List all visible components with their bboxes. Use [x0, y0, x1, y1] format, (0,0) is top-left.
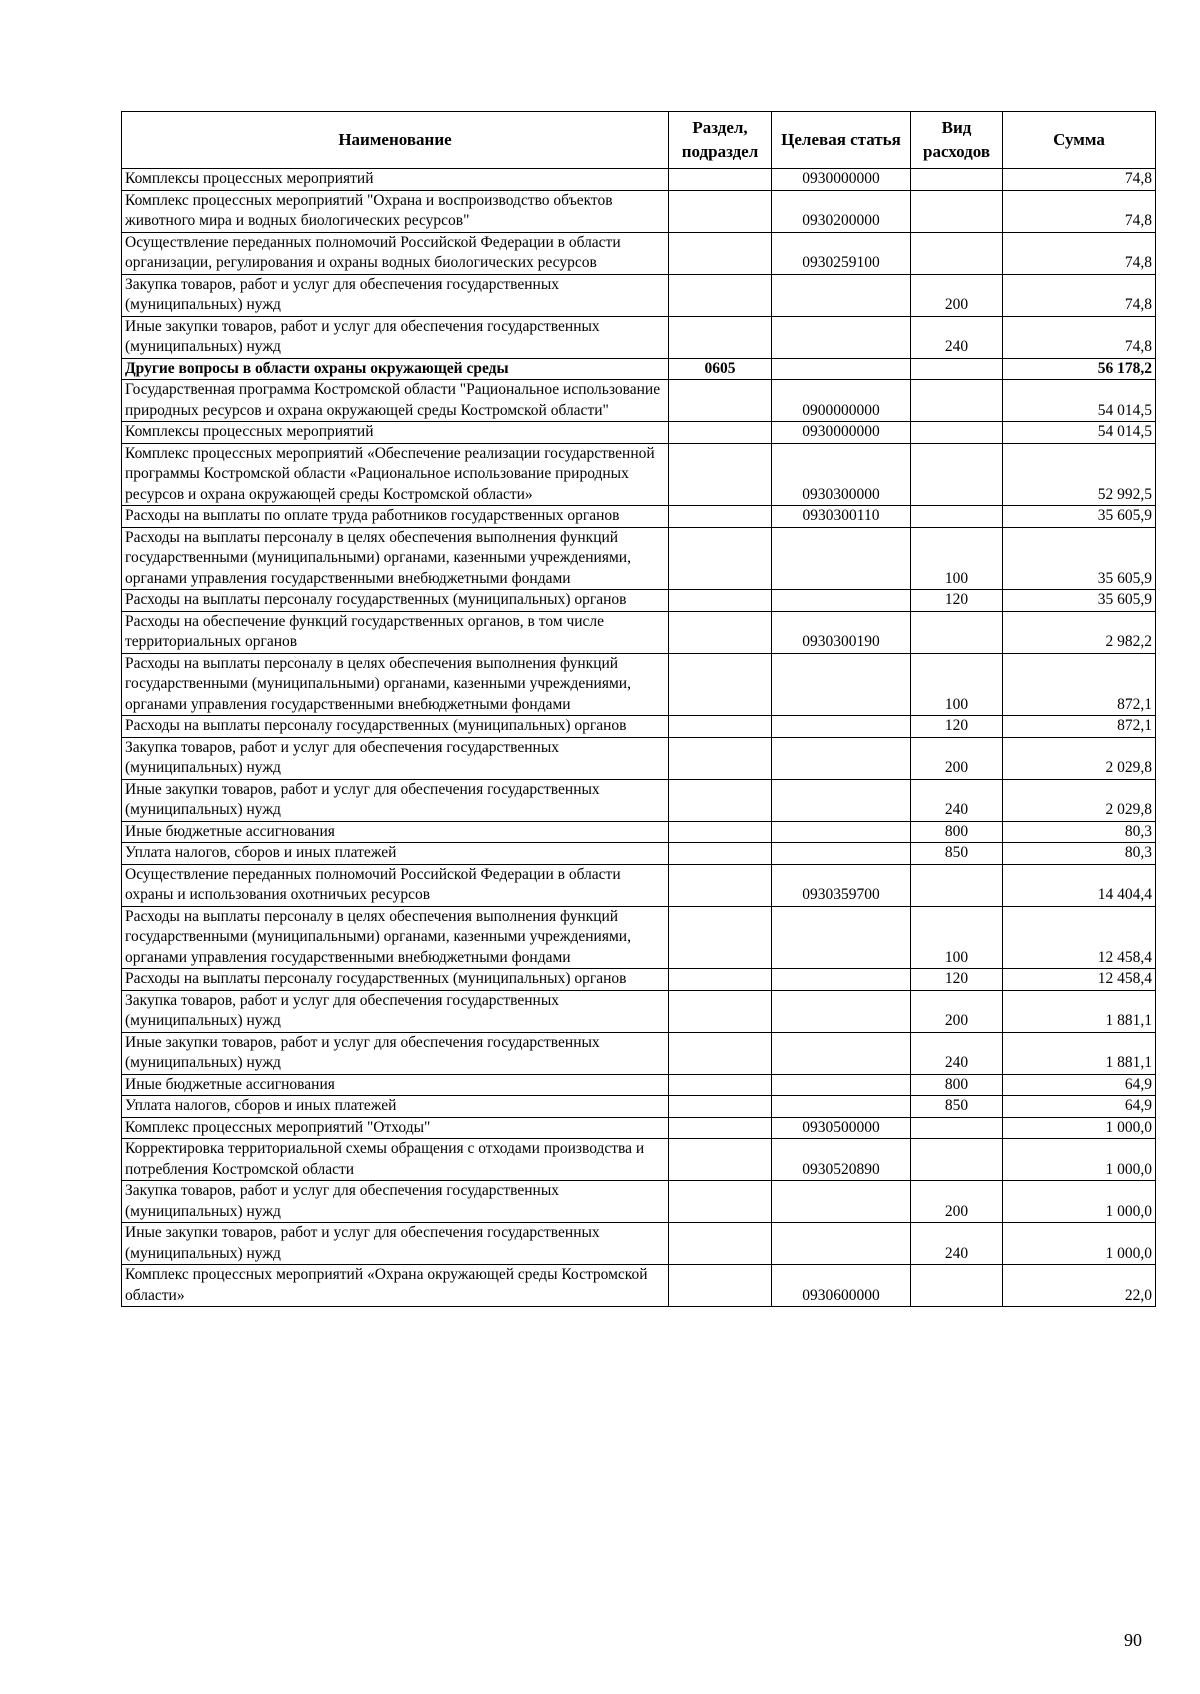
cell-target: 0930000000 [772, 422, 911, 444]
cell-target [772, 1096, 911, 1118]
cell-target [772, 1181, 911, 1223]
cell-target: 0930500000 [772, 1117, 911, 1139]
cell-sum: 52 992,5 [1003, 443, 1156, 506]
cell-target [772, 821, 911, 843]
cell-sum: 56 178,2 [1003, 358, 1156, 380]
cell-target [772, 737, 911, 779]
cell-target [772, 779, 911, 821]
cell-name: Закупка товаров, работ и услуг для обеспечения государственных (муниципальных) нужд [122, 274, 669, 316]
cell-target: 0930000000 [772, 169, 911, 191]
cell-name: Комплексы процессных мероприятий [122, 169, 669, 191]
cell-sum: 872,1 [1003, 653, 1156, 716]
cell-name: Расходы на выплаты персоналу государственных (муниципальных) органов [122, 969, 669, 991]
cell-expense: 100 [911, 527, 1003, 590]
cell-section [669, 1117, 772, 1139]
cell-expense: 800 [911, 1074, 1003, 1096]
cell-section [669, 1265, 772, 1307]
cell-sum: 74,8 [1003, 316, 1156, 358]
table-row [122, 821, 1156, 843]
cell-sum: 12 458,4 [1003, 906, 1156, 969]
table-row [122, 232, 1156, 274]
cell-name: Расходы на выплаты персоналу государственных (муниципальных) органов [122, 590, 669, 612]
cell-name: Комплекс процессных мероприятий "Отходы" [122, 1117, 669, 1139]
cell-target: 0930200000 [772, 190, 911, 232]
cell-sum: 64,9 [1003, 1074, 1156, 1096]
cell-target [772, 653, 911, 716]
header-expense: Вид расходов [911, 112, 1003, 169]
table-row [122, 779, 1156, 821]
cell-section [669, 169, 772, 191]
cell-section [669, 443, 772, 506]
cell-name: Корректировка территориальной схемы обращения с отходами производства и потребления Костромской области [122, 1139, 669, 1181]
cell-section [669, 1096, 772, 1118]
table-row [122, 380, 1156, 422]
cell-name: Расходы на выплаты персоналу в целях обеспечения выполнения функций государственными (муниципальными) органами, казенными учреждениями, органами управления государственными внебюджетными фондами [122, 527, 669, 590]
table-row [122, 1117, 1156, 1139]
table-row [122, 1223, 1156, 1265]
table-body [122, 169, 1156, 1307]
cell-sum: 74,8 [1003, 232, 1156, 274]
cell-section [669, 590, 772, 612]
cell-sum: 14 404,4 [1003, 864, 1156, 906]
cell-sum: 1 000,0 [1003, 1117, 1156, 1139]
cell-expense [911, 1117, 1003, 1139]
cell-target: 0930259100 [772, 232, 911, 274]
table-row [122, 737, 1156, 779]
cell-expense: 120 [911, 716, 1003, 738]
table-row [122, 1096, 1156, 1118]
cell-name: Иные закупки товаров, работ и услуг для обеспечения государственных (муниципальных) нужд [122, 1032, 669, 1074]
header-name: Наименование [122, 112, 669, 169]
cell-sum: 80,3 [1003, 821, 1156, 843]
table-row [122, 990, 1156, 1032]
cell-name: Комплекс процессных мероприятий «Охрана окружающей среды Костромской области» [122, 1265, 669, 1307]
cell-target: 0900000000 [772, 380, 911, 422]
cell-name: Расходы на выплаты персоналу в целях обеспечения выполнения функций государственными (муниципальными) органами, казенными учреждениями, органами управления государственными внебюджетными фондами [122, 906, 669, 969]
cell-section [669, 527, 772, 590]
cell-expense [911, 190, 1003, 232]
budget-table [121, 111, 1156, 1307]
cell-section [669, 843, 772, 865]
cell-expense [911, 232, 1003, 274]
cell-sum: 74,8 [1003, 190, 1156, 232]
header-section: Раздел, подраздел [669, 112, 772, 169]
cell-expense [911, 380, 1003, 422]
cell-target: 0930600000 [772, 1265, 911, 1307]
table-row [122, 1074, 1156, 1096]
cell-name: Комплексы процессных мероприятий [122, 422, 669, 444]
table-row [122, 716, 1156, 738]
cell-section [669, 232, 772, 274]
cell-section [669, 380, 772, 422]
cell-target: 0930520890 [772, 1139, 911, 1181]
table-row [122, 1181, 1156, 1223]
cell-section [669, 653, 772, 716]
cell-section [669, 779, 772, 821]
cell-name: Закупка товаров, работ и услуг для обеспечения государственных (муниципальных) нужд [122, 1181, 669, 1223]
cell-expense: 100 [911, 653, 1003, 716]
cell-expense [911, 169, 1003, 191]
cell-sum: 1 000,0 [1003, 1139, 1156, 1181]
cell-sum: 12 458,4 [1003, 969, 1156, 991]
cell-name: Иные закупки товаров, работ и услуг для обеспечения государственных (муниципальных) нужд [122, 779, 669, 821]
cell-expense: 200 [911, 737, 1003, 779]
cell-sum: 1 000,0 [1003, 1223, 1156, 1265]
cell-name: Иные закупки товаров, работ и услуг для обеспечения государственных (муниципальных) нужд [122, 316, 669, 358]
cell-target [772, 969, 911, 991]
cell-expense [911, 864, 1003, 906]
cell-expense [911, 1265, 1003, 1307]
cell-name: Осуществление переданных полномочий Российской Федерации в области организации, регулирования и охраны водных биологических ресурсов [122, 232, 669, 274]
table-row [122, 590, 1156, 612]
cell-target [772, 1223, 911, 1265]
cell-name: Расходы на выплаты по оплате труда работников государственных органов [122, 506, 669, 528]
cell-section [669, 864, 772, 906]
cell-section [669, 821, 772, 843]
cell-section [669, 1032, 772, 1074]
cell-section [669, 190, 772, 232]
cell-target [772, 527, 911, 590]
cell-section: 0605 [669, 358, 772, 380]
cell-expense: 120 [911, 969, 1003, 991]
cell-section [669, 737, 772, 779]
cell-name: Закупка товаров, работ и услуг для обеспечения государственных (муниципальных) нужд [122, 990, 669, 1032]
table-row [122, 169, 1156, 191]
cell-sum: 54 014,5 [1003, 422, 1156, 444]
cell-target: 0930300110 [772, 506, 911, 528]
table-row [122, 611, 1156, 653]
cell-name: Уплата налогов, сборов и иных платежей [122, 843, 669, 865]
cell-target [772, 358, 911, 380]
cell-name: Закупка товаров, работ и услуг для обеспечения государственных (муниципальных) нужд [122, 737, 669, 779]
cell-section [669, 990, 772, 1032]
table-row [122, 316, 1156, 358]
cell-expense: 240 [911, 1032, 1003, 1074]
cell-expense [911, 506, 1003, 528]
cell-section [669, 274, 772, 316]
table-row [122, 527, 1156, 590]
cell-expense: 200 [911, 990, 1003, 1032]
cell-sum: 1 881,1 [1003, 990, 1156, 1032]
cell-expense: 200 [911, 274, 1003, 316]
cell-sum: 2 029,8 [1003, 737, 1156, 779]
cell-target: 0930300000 [772, 443, 911, 506]
cell-sum: 35 605,9 [1003, 590, 1156, 612]
cell-section [669, 1181, 772, 1223]
cell-sum: 1 000,0 [1003, 1181, 1156, 1223]
cell-sum: 2 982,2 [1003, 611, 1156, 653]
cell-expense: 200 [911, 1181, 1003, 1223]
cell-expense [911, 422, 1003, 444]
cell-name: Комплекс процессных мероприятий "Охрана и воспроизводство объектов животного мира и водных биологических ресурсов" [122, 190, 669, 232]
cell-target [772, 906, 911, 969]
table-row [122, 969, 1156, 991]
table-row [122, 843, 1156, 865]
cell-target [772, 843, 911, 865]
cell-target [772, 316, 911, 358]
cell-target: 0930300190 [772, 611, 911, 653]
cell-target [772, 274, 911, 316]
cell-name: Иные бюджетные ассигнования [122, 821, 669, 843]
cell-section [669, 1223, 772, 1265]
cell-expense: 850 [911, 843, 1003, 865]
cell-sum: 80,3 [1003, 843, 1156, 865]
cell-expense: 800 [911, 821, 1003, 843]
cell-name: Уплата налогов, сборов и иных платежей [122, 1096, 669, 1118]
cell-expense: 240 [911, 779, 1003, 821]
cell-section [669, 906, 772, 969]
cell-target [772, 1074, 911, 1096]
cell-sum: 54 014,5 [1003, 380, 1156, 422]
cell-target: 0930359700 [772, 864, 911, 906]
cell-name: Иные закупки товаров, работ и услуг для обеспечения государственных (муниципальных) нужд [122, 1223, 669, 1265]
cell-expense [911, 358, 1003, 380]
table-row [122, 506, 1156, 528]
table-header-row [122, 112, 1156, 169]
table-row [122, 1139, 1156, 1181]
table-row [122, 653, 1156, 716]
cell-expense: 240 [911, 1223, 1003, 1265]
cell-section [669, 716, 772, 738]
cell-section [669, 316, 772, 358]
cell-expense: 100 [911, 906, 1003, 969]
page-number: 90 [1124, 1630, 1142, 1650]
cell-expense [911, 1139, 1003, 1181]
cell-expense [911, 443, 1003, 506]
cell-name: Расходы на выплаты персоналу государственных (муниципальных) органов [122, 716, 669, 738]
cell-name: Другие вопросы в области охраны окружающей среды [122, 358, 669, 380]
table-row [122, 358, 1156, 380]
header-target: Целевая статья [772, 112, 911, 169]
cell-target [772, 590, 911, 612]
table-row [122, 443, 1156, 506]
table-row [122, 864, 1156, 906]
cell-section [669, 1139, 772, 1181]
table-row [122, 422, 1156, 444]
cell-sum: 1 881,1 [1003, 1032, 1156, 1074]
cell-expense: 850 [911, 1096, 1003, 1118]
cell-expense: 120 [911, 590, 1003, 612]
cell-name: Иные бюджетные ассигнования [122, 1074, 669, 1096]
cell-sum: 22,0 [1003, 1265, 1156, 1307]
cell-sum: 2 029,8 [1003, 779, 1156, 821]
table-row [122, 1032, 1156, 1074]
cell-name: Расходы на выплаты персоналу в целях обеспечения выполнения функций государственными (муниципальными) органами, казенными учреждениями, органами управления государственными внебюджетными фондами [122, 653, 669, 716]
table-row [122, 906, 1156, 969]
cell-section [669, 506, 772, 528]
cell-sum: 64,9 [1003, 1096, 1156, 1118]
cell-sum: 35 605,9 [1003, 527, 1156, 590]
cell-section [669, 969, 772, 991]
header-sum: Сумма [1003, 112, 1156, 169]
table-row [122, 190, 1156, 232]
cell-section [669, 611, 772, 653]
cell-name: Расходы на обеспечение функций государственных органов, в том числе территориальных органов [122, 611, 669, 653]
cell-section [669, 1074, 772, 1096]
table-row [122, 1265, 1156, 1307]
cell-name: Государственная программа Костромской области "Рациональное использование природных ресурсов и охрана окружающей среды Костромской области" [122, 380, 669, 422]
cell-sum: 872,1 [1003, 716, 1156, 738]
cell-name: Комплекс процессных мероприятий «Обеспечение реализации государственной программы Костромской области «Рациональное использование природных ресурсов и охрана окружающей среды Костромской области» [122, 443, 669, 506]
cell-sum: 74,8 [1003, 169, 1156, 191]
cell-target [772, 716, 911, 738]
cell-name: Осуществление переданных полномочий Российской Федерации в области охраны и использования охотничьих ресурсов [122, 864, 669, 906]
cell-expense [911, 611, 1003, 653]
cell-target [772, 1032, 911, 1074]
cell-sum: 74,8 [1003, 274, 1156, 316]
cell-section [669, 422, 772, 444]
cell-sum: 35 605,9 [1003, 506, 1156, 528]
table-row [122, 274, 1156, 316]
cell-expense: 240 [911, 316, 1003, 358]
cell-target [772, 990, 911, 1032]
